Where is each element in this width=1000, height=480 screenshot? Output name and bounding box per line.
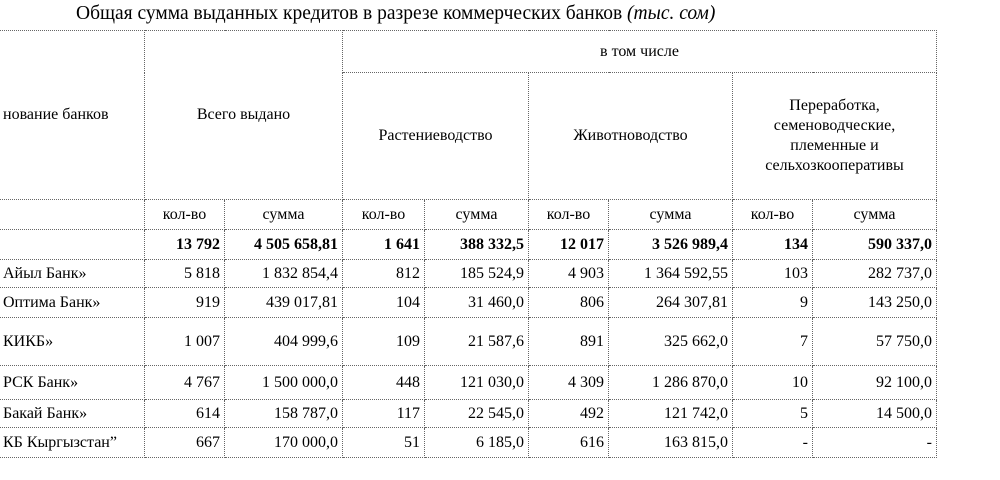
cell-crop-sum: 22 545,0 <box>425 400 529 428</box>
subheader-count: кол-во <box>145 200 225 230</box>
cell-proc-sum: 143 250,0 <box>813 288 937 318</box>
cell-total-count: 614 <box>145 400 225 428</box>
cell-livestock-count: 891 <box>529 318 609 366</box>
cell-crop-count: 117 <box>343 400 425 428</box>
cell-crop-count: 448 <box>343 366 425 400</box>
cell-livestock-count: 12 017 <box>529 230 609 260</box>
subheader-sum: сумма <box>225 200 343 230</box>
cell-total-sum: 1 832 854,4 <box>225 260 343 288</box>
cell-crop-count: 109 <box>343 318 425 366</box>
cell-total-sum: 439 017,81 <box>225 288 343 318</box>
cell-proc-count: 7 <box>733 318 813 366</box>
cell-bank: Оптима Банк» <box>0 288 145 318</box>
title-text: Общая сумма выданных кредитов в разрезе коммерческих банков <box>76 3 623 24</box>
cell-livestock-count: 806 <box>529 288 609 318</box>
subheader-sum: сумма <box>425 200 529 230</box>
cell-total-sum: 1 500 000,0 <box>225 366 343 400</box>
cell-livestock-sum: 1 286 870,0 <box>609 366 733 400</box>
subheader-sum: сумма <box>609 200 733 230</box>
cell-crop-sum: 6 185,0 <box>425 428 529 458</box>
cell-crop-sum: 121 030,0 <box>425 366 529 400</box>
cell-total-count: 667 <box>145 428 225 458</box>
cell-proc-count: 5 <box>733 400 813 428</box>
header-including: в том числе <box>343 31 937 73</box>
cell-livestock-sum: 325 662,0 <box>609 318 733 366</box>
total-row-label <box>0 230 145 260</box>
header-processing-line: сельхозкооперативы <box>765 157 904 174</box>
cell-total-count: 13 792 <box>145 230 225 260</box>
cell-total-count: 1 007 <box>145 318 225 366</box>
cell-crop-sum: 21 587,6 <box>425 318 529 366</box>
subheader-empty <box>0 200 145 230</box>
subheader-count: кол-во <box>343 200 425 230</box>
cell-bank: КБ Кыргызстан” <box>0 428 145 458</box>
cell-total-count: 919 <box>145 288 225 318</box>
cell-total-sum: 404 999,6 <box>225 318 343 366</box>
cell-crop-count: 51 <box>343 428 425 458</box>
cell-total-sum: 4 505 658,81 <box>225 230 343 260</box>
cell-total-count: 4 767 <box>145 366 225 400</box>
header-processing <box>733 73 937 200</box>
cell-livestock-sum: 121 742,0 <box>609 400 733 428</box>
total-row <box>0 230 937 260</box>
cell-proc-sum: 282 737,0 <box>813 260 937 288</box>
cell-proc-count: - <box>733 428 813 458</box>
table-row <box>0 288 937 318</box>
cell-crop-count: 104 <box>343 288 425 318</box>
subheader-row <box>0 200 937 230</box>
cell-proc-sum: 92 100,0 <box>813 366 937 400</box>
header-livestock: Животноводство <box>529 73 733 200</box>
header-processing-line: племенные и <box>790 137 879 154</box>
cell-crop-count: 812 <box>343 260 425 288</box>
cell-total-count: 5 818 <box>145 260 225 288</box>
table-row <box>0 260 937 288</box>
table-title <box>76 3 715 25</box>
header-processing-line: Переработка, <box>789 97 880 114</box>
cell-livestock-count: 4 309 <box>529 366 609 400</box>
cell-livestock-count: 616 <box>529 428 609 458</box>
cell-total-sum: 170 000,0 <box>225 428 343 458</box>
cell-crop-sum: 185 524,9 <box>425 260 529 288</box>
header-bank-name: нование банков <box>0 31 145 200</box>
cell-bank: Бакай Банк» <box>0 400 145 428</box>
cell-livestock-sum: 264 307,81 <box>609 288 733 318</box>
cell-crop-sum: 388 332,5 <box>425 230 529 260</box>
table-row <box>0 366 937 400</box>
cell-livestock-sum: 1 364 592,55 <box>609 260 733 288</box>
cell-proc-count: 10 <box>733 366 813 400</box>
subheader-sum: сумма <box>813 200 937 230</box>
cell-crop-sum: 31 460,0 <box>425 288 529 318</box>
table-row <box>0 428 937 458</box>
header-total: Всего выдано <box>145 31 343 200</box>
cell-livestock-count: 492 <box>529 400 609 428</box>
cell-crop-count: 1 641 <box>343 230 425 260</box>
cell-livestock-sum: 3 526 989,4 <box>609 230 733 260</box>
cell-livestock-sum: 163 815,0 <box>609 428 733 458</box>
credits-table <box>0 30 937 458</box>
cell-total-sum: 158 787,0 <box>225 400 343 428</box>
table-row <box>0 400 937 428</box>
cell-proc-count: 134 <box>733 230 813 260</box>
cell-proc-sum: 57 750,0 <box>813 318 937 366</box>
header-crop: Растениеводство <box>343 73 529 200</box>
table-row <box>0 318 937 366</box>
cell-proc-sum: 14 500,0 <box>813 400 937 428</box>
subheader-count: кол-во <box>733 200 813 230</box>
title-unit: (тыс. сом) <box>627 3 716 24</box>
cell-bank: РСК Банк» <box>0 366 145 400</box>
cell-bank: КИКБ» <box>0 318 145 366</box>
header-processing-line: семеноводческие, <box>773 117 896 134</box>
cell-proc-sum: 590 337,0 <box>813 230 937 260</box>
subheader-count: кол-во <box>529 200 609 230</box>
cell-proc-count: 103 <box>733 260 813 288</box>
cell-proc-count: 9 <box>733 288 813 318</box>
cell-proc-sum: - <box>813 428 937 458</box>
cell-livestock-count: 4 903 <box>529 260 609 288</box>
cell-bank: Айыл Банк» <box>0 260 145 288</box>
